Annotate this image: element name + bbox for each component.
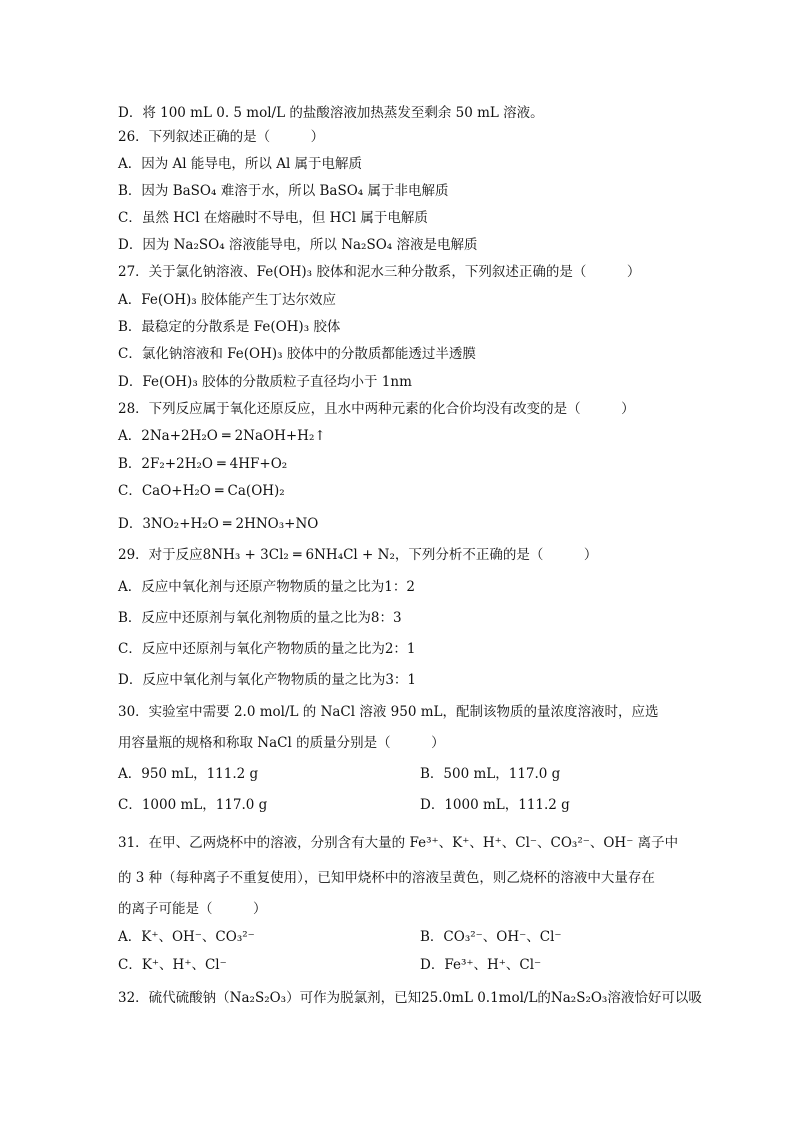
q28-stem: 28．下列反应属于氧化还原反应，且水中两种元素的化合价均没有改变的是（ ）: [118, 401, 635, 417]
q26-option-a: A．因为 Al 能导电，所以 Al 属于电解质: [118, 156, 363, 172]
q30-option-d: D．1000 mL，111.2 g: [420, 797, 570, 813]
q32-stem: 32．硫代硫酸钠（Na₂S₂O₃）可作为脱氯剂，已知25.0mL 0.1mol/L的Na₂S₂O₃溶液恰好可以吸: [118, 990, 702, 1006]
q29-option-c: C．反应中还原剂与氧化产物物质的量之比为2：1: [118, 641, 416, 657]
q30-option-b: B．500 mL，117.0 g: [420, 766, 561, 782]
q28-option-d: D．3NO₂+H₂O ═ 2HNO₃+NO: [118, 516, 319, 532]
q30-option-c: C．1000 mL，117.0 g: [118, 797, 268, 813]
q27-stem: 27．关于氯化钠溶液、Fe(OH)₃ 胶体和泥水三种分散系，下列叙述正确的是（ ）: [118, 264, 641, 280]
q25-option-d: D．将 100 mL 0. 5 mol/L 的盐酸溶液加热蒸发至剩余 50 mL 溶液。: [118, 105, 544, 121]
q26-stem: 26．下列叙述正确的是（ ）: [118, 129, 325, 145]
q27-option-d: D．Fe(OH)₃ 胶体的分散质粒子直径均小于 1nm: [118, 374, 412, 390]
q27-option-c: C．氯化钠溶液和 Fe(OH)₃ 胶体中的分散质都能透过半透膜: [118, 346, 476, 362]
q31-stem-line3: 的离子可能是（ ）: [118, 901, 267, 917]
q31-option-b: B．CO₃²⁻、OH⁻、Cl⁻: [420, 929, 562, 945]
q31-option-d: D．Fe³⁺、H⁺、Cl⁻: [420, 957, 542, 973]
q31-option-c: C．K⁺、H⁺、Cl⁻: [118, 957, 227, 973]
q29-option-a: A．反应中氧化剂与还原产物物质的量之比为1：2: [118, 579, 415, 595]
q31-option-a: A．K⁺、OH⁻、CO₃²⁻: [118, 929, 255, 945]
q28-option-b: B．2F₂+2H₂O ═ 4HF+O₂: [118, 456, 288, 472]
q27-option-b: B．最稳定的分散系是 Fe(OH)₃ 胶体: [118, 319, 341, 335]
q30-stem-line1: 30．实验室中需要 2.0 mol/L 的 NaCl 溶液 950 mL，配制该物质的量浓度溶液时，应选: [118, 704, 659, 720]
q31-stem-line1: 31．在甲、乙两烧杯中的溶液，分别含有大量的 Fe³⁺、K⁺、H⁺、Cl⁻、CO₃²⁻、OH⁻ 离子中: [118, 835, 679, 851]
q29-stem: 29．对于反应8NH₃ + 3Cl₂ ═ 6NH₄Cl + N₂，下列分析不正确的是（ ）: [118, 547, 598, 563]
q29-option-b: B．反应中还原剂与氧化剂物质的量之比为8：3: [118, 610, 402, 626]
q30-option-a: A．950 mL，111.2 g: [118, 766, 259, 782]
q28-option-a: A．2Na+2H₂O ═ 2NaOH+H₂↑: [118, 428, 326, 444]
q26-option-d: D．因为 Na₂SO₄ 溶液能导电，所以 Na₂SO₄ 溶液是电解质: [118, 237, 478, 253]
q31-stem-line2: 的 3 种（每种离子不重复使用），已知甲烧杯中的溶液呈黄色，则乙烧杯的溶液中大量存在: [118, 870, 655, 886]
q30-stem-line2: 用容量瓶的规格和称取 NaCl 的质量分别是（ ）: [118, 735, 445, 751]
q29-option-d: D．反应中氧化剂与氧化产物物质的量之比为3：1: [118, 672, 417, 688]
q28-option-c: C．CaO+H₂O ═ Ca(OH)₂: [118, 483, 285, 499]
q27-option-a: A．Fe(OH)₃ 胶体能产生丁达尔效应: [118, 292, 336, 308]
q26-option-b: B．因为 BaSO₄ 难溶于水，所以 BaSO₄ 属于非电解质: [118, 183, 449, 199]
q26-option-c: C．虽然 HCl 在熔融时不导电，但 HCl 属于电解质: [118, 210, 428, 226]
